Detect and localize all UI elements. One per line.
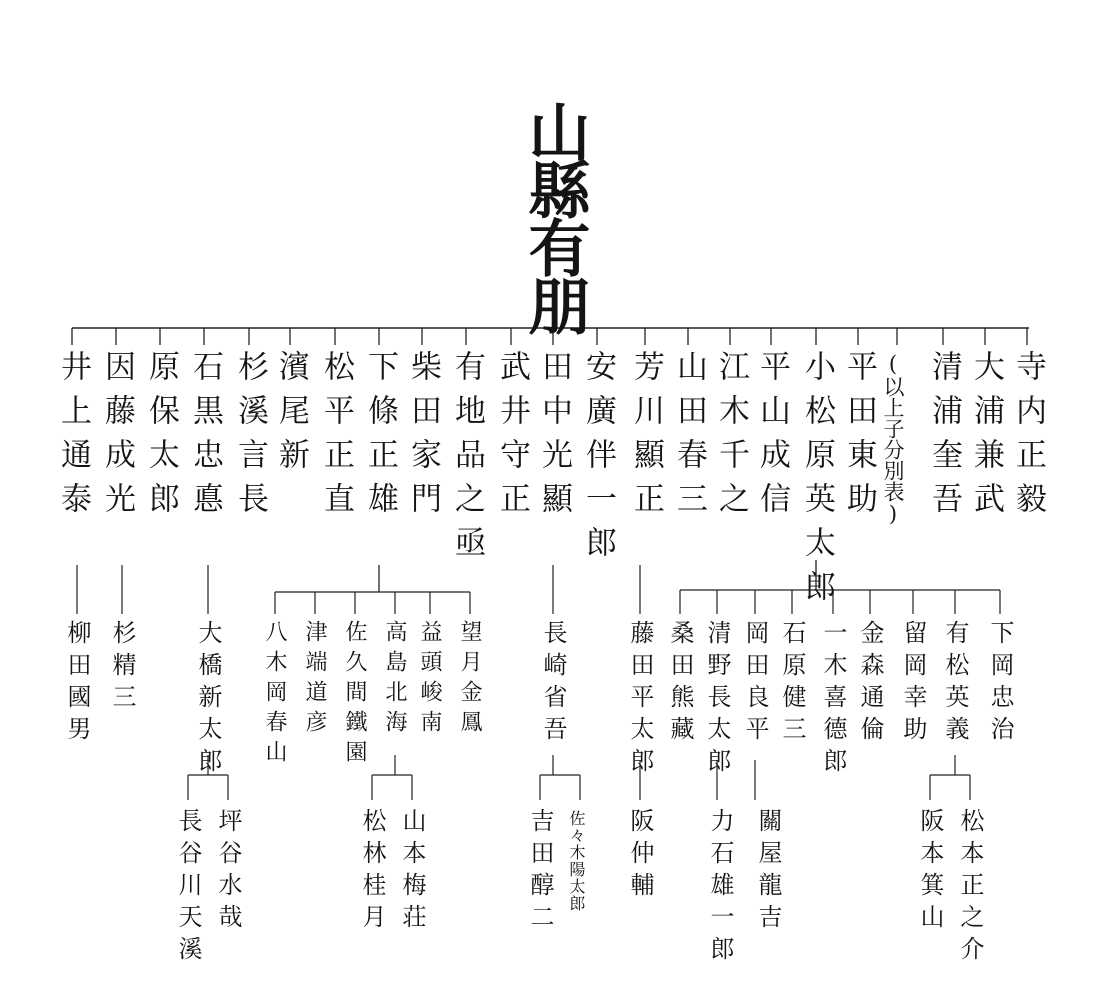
tier2-name: 石原健三 (778, 620, 806, 748)
tier1-name: 石黒忠悳 (187, 350, 223, 526)
tier3-name: 松林桂月 (358, 808, 386, 936)
tier2-name: 岡田良平 (741, 620, 769, 748)
tier1-name: 松平正直 (318, 350, 354, 526)
tier1-name: 杉溪言長 (232, 350, 268, 526)
tier2-name: 桑田熊藏 (666, 620, 694, 748)
tier2-name: 有松英義 (941, 620, 969, 748)
tier2-name: 清野長太郎 (703, 620, 731, 780)
tier2-name: 津端道彦 (302, 620, 327, 740)
tier2-name: 高島北海 (382, 620, 407, 740)
tier1-name: 小松原英太郎 (799, 350, 835, 614)
tier2-name: 柳田國男 (63, 620, 91, 748)
tier3-name: 阪仲輔 (626, 808, 654, 904)
tier1-name: 山田春三 (671, 350, 707, 526)
tier3-name: 坪谷水哉 (214, 808, 242, 936)
tier2-name: 益頭峻南 (417, 620, 442, 740)
tier1-name: 平山成信 (754, 350, 790, 526)
tier1-name: 原保太郎 (143, 350, 179, 526)
tier1-name: 井上通泰 (55, 350, 91, 526)
tier1-name: 下條正雄 (362, 350, 398, 526)
tier1-name: 柴田家門 (405, 350, 441, 526)
tier1-name: 田中光顯 (536, 350, 572, 526)
tier1-name: 因藤成光 (99, 350, 135, 526)
tier3-name: 松本正之介 (956, 808, 984, 968)
tier1-name: 平田東助 (841, 350, 877, 526)
tier3-name: 山本梅荘 (398, 808, 426, 936)
tier1-name: 芳川顯正 (628, 350, 664, 526)
tier2-name: 望月金鳳 (457, 620, 482, 740)
tier1-name: 有地品之亟 (449, 350, 485, 570)
tier2-name: 金森通倫 (856, 620, 884, 748)
tier2-name: 杉精三 (108, 620, 136, 716)
tier3-name: 長谷川天溪 (174, 808, 202, 968)
tier1-name: 安廣伴一郎 (580, 350, 616, 570)
tier3-name: 佐々木陽太郎 (567, 810, 586, 912)
tier1-name: 江木千之 (713, 350, 749, 526)
root-name: 山縣有朋 (518, 100, 591, 332)
tier3-name: 關屋龍吉 (754, 808, 782, 936)
note-label: (以上子分別表) (881, 352, 905, 526)
tier2-name: 一木喜德郎 (819, 620, 847, 780)
tier2-name: 留岡幸助 (899, 620, 927, 748)
tier2-name: 八木岡春山 (262, 620, 287, 770)
tier3-name: 力石雄一郎 (706, 808, 734, 968)
tier2-name: 大橋新太郎 (194, 620, 222, 780)
tier3-name: 阪本箕山 (916, 808, 944, 936)
tier1-name: 濱尾新 (273, 350, 309, 482)
tier3-name: 吉田醇二 (526, 808, 554, 936)
tier2-name: 長崎省吾 (539, 620, 567, 748)
tier1-name: 寺内正毅 (1010, 350, 1046, 526)
tier2-name: 下岡忠治 (986, 620, 1014, 748)
tier1-name: 清浦奎吾 (926, 350, 962, 526)
tier1-name: 大浦兼武 (968, 350, 1004, 526)
tier2-name: 佐久間鐵園 (342, 620, 367, 770)
tier2-name: 藤田平太郎 (626, 620, 654, 780)
tier1-name: 武井守正 (494, 350, 530, 526)
